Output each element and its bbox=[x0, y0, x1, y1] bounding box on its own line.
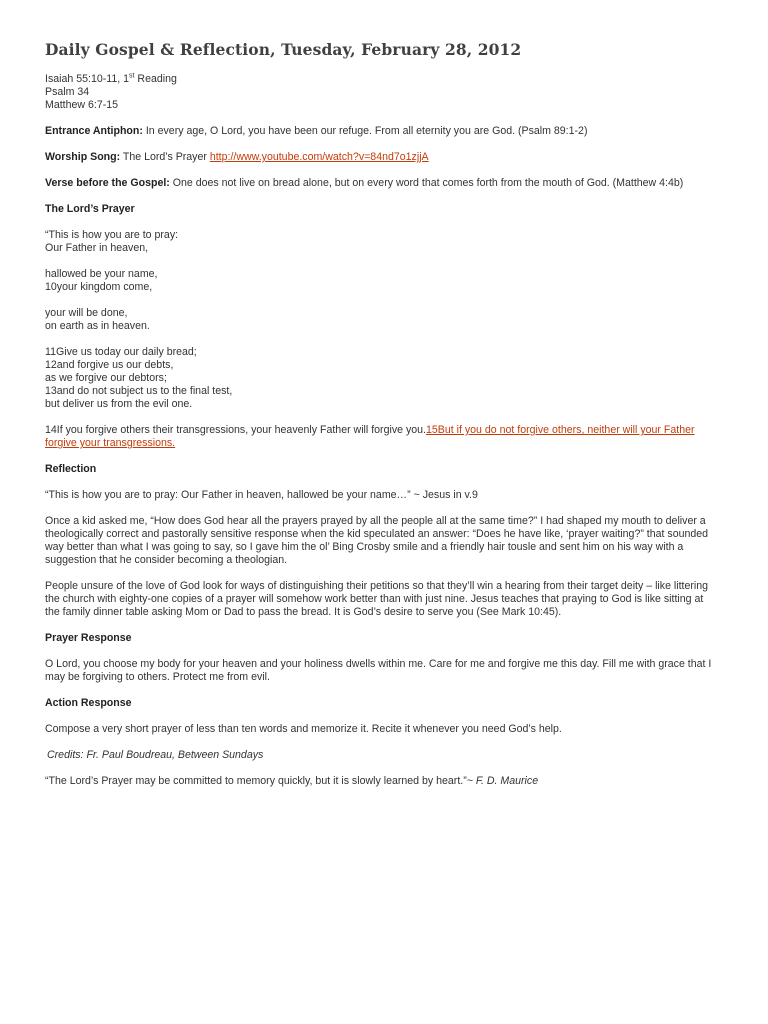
verse-label: Verse before the Gospel: bbox=[45, 177, 170, 189]
worship-text: The Lord’s Prayer bbox=[120, 151, 210, 163]
lords-prayer-heading: The Lord’s Prayer bbox=[45, 203, 135, 215]
prayer-line: 11Give us today our daily bread; bbox=[45, 346, 197, 358]
prayer-response-heading: Prayer Response bbox=[45, 632, 132, 644]
closing-attribution: ~ F. D. Maurice bbox=[466, 775, 539, 787]
prayer-line: 12and forgive us our debts, bbox=[45, 359, 174, 371]
reflection-paragraph-1: Once a kid asked me, “How does God hear all the prayers prayed by all the people all at the same time?” I had shaped my mouth to deliver a theologically correct and pastorally sensitive response when the kid speculated an answer: “Does he have like, ‘prayer waiting?” that sounded way better than what I was going to say, so I gave him the ol’ Bing Crosby smile and a friendly hair tousle and sent him on his way with a suggestion that he consider becoming a theologian. bbox=[45, 515, 709, 566]
reading-first-text: Isaiah 55:10-11, 1 bbox=[45, 73, 130, 85]
reading-first-sup: st bbox=[129, 72, 135, 80]
reading-first-suffix: Reading bbox=[134, 73, 177, 85]
credits: Credits: Fr. Paul Boudreau, Between Sundays bbox=[47, 749, 264, 761]
reflection-quote: “This is how you are to pray: Our Father in heaven, hallowed be your name…” ~ Jesus in v.9 bbox=[45, 489, 478, 501]
action-response-heading: Action Response bbox=[45, 697, 132, 709]
worship-song-link[interactable]: http://www.youtube.com/watch?v=84nd7o1zjjA bbox=[209, 151, 429, 163]
prayer-line: 13and do not subject us to the final test, bbox=[45, 385, 233, 397]
document-body bbox=[45, 73, 720, 788]
reflection-heading: Reflection bbox=[45, 463, 97, 475]
verse-15-link[interactable]: 15But if you do not forgive others, neither will your Father forgive your transgressions. bbox=[45, 424, 695, 449]
verse-text: One does not live on bread alone, but on every word that comes forth from the mouth of God. (Matthew 4:4b) bbox=[169, 177, 684, 189]
prayer-line: but deliver us from the evil one. bbox=[45, 398, 193, 410]
prayer-line: on earth as in heaven. bbox=[45, 320, 150, 332]
prayer-line: Our Father in heaven, bbox=[45, 242, 149, 254]
closing-quote-text: “The Lord’s Prayer may be committed to memory quickly, but it is slowly learned by heart.” bbox=[45, 775, 467, 787]
action-response-text: Compose a very short prayer of less than ten words and memorize it. Recite it whenever you need God’s help. bbox=[45, 723, 562, 735]
verse-14-15 bbox=[45, 424, 720, 450]
reading-first bbox=[45, 73, 720, 86]
prayer-line: as we forgive our debtors; bbox=[45, 372, 167, 384]
closing-quote bbox=[45, 775, 720, 788]
worship-song bbox=[45, 151, 720, 164]
prayer-line: 10your kingdom come, bbox=[45, 281, 153, 293]
prayer-response-text: O Lord, you choose my body for your heaven and your holiness dwells within me. Care for me and forgive me this day. Fill me with grace that I may be forgiving to others. Protect me from evil. bbox=[45, 658, 712, 683]
prayer-line: hallowed be your name, bbox=[45, 268, 158, 280]
prayer-line: your will be done, bbox=[45, 307, 128, 319]
verse-before-gospel bbox=[45, 177, 720, 190]
entrance-text: In every age, O Lord, you have been our refuge. From all eternity you are God. (Psalm 89:1-2) bbox=[142, 125, 588, 137]
entrance-label: Entrance Antiphon: bbox=[45, 125, 143, 137]
reading-gospel: Matthew 6:7-15 bbox=[45, 99, 119, 111]
prayer-line: “This is how you are to pray: bbox=[45, 229, 179, 241]
entrance-antiphon bbox=[45, 125, 720, 138]
page-title: Daily Gospel & Reflection, Tuesday, February 28, 2012 bbox=[45, 40, 522, 59]
reflection-paragraph-2: People unsure of the love of God look for ways of distinguishing their petitions so that they’ll win a hearing from their target deity – like littering the church with eighty-one copies of a prayer will somehow work better than with just nine. Jesus teaches that praying to God is like sitting at the family dinner table asking Mom or Dad to pass the bread. It is God’s desire to serve you (See Mark 10:45). bbox=[45, 580, 709, 618]
verse-14: 14If you forgive others their transgressions, your heavenly Father will forgive you. bbox=[45, 424, 426, 436]
worship-label: Worship Song: bbox=[45, 151, 121, 163]
reading-psalm: Psalm 34 bbox=[45, 86, 90, 98]
